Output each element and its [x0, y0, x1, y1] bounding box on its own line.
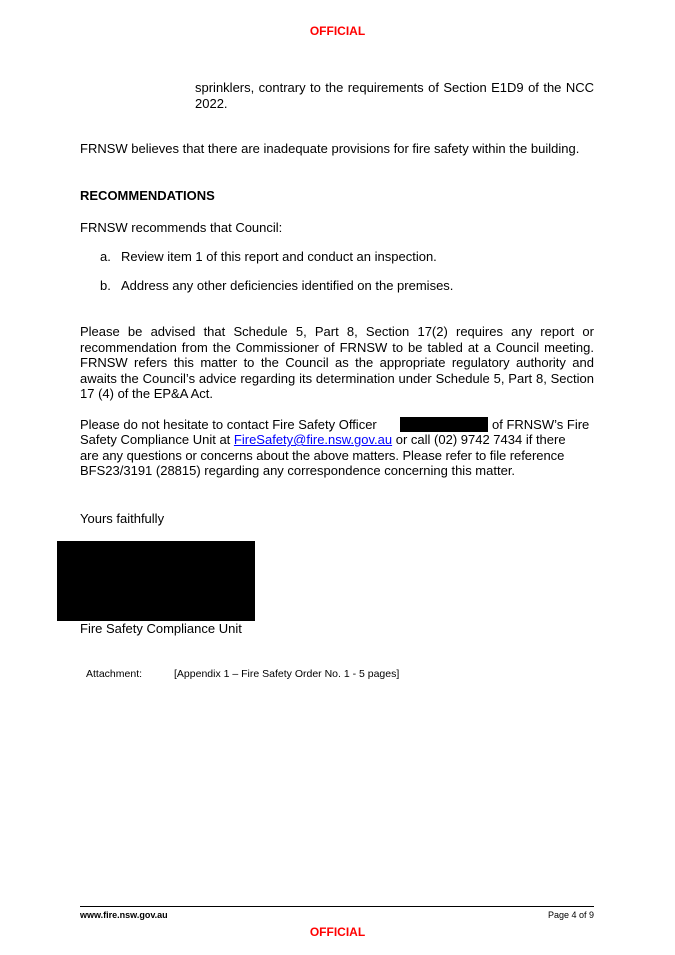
redacted-signature	[57, 541, 255, 621]
contact-line-2-after: or call (02) 9742 7434 if there	[395, 432, 566, 447]
footer-classification: OFFICIAL	[309, 925, 366, 939]
recommendations-intro: FRNSW recommends that Council:	[80, 220, 283, 235]
contact-line-3: are any questions or concerns about the above matters. Please refer to file reference	[80, 448, 565, 463]
contact-line-1-before: Please do not hesitate to contact Fire Safety Officer	[80, 417, 377, 432]
recommendations-heading: RECOMMENDATIONS	[80, 188, 215, 203]
footer-website: www.fire.nsw.gov.au	[80, 910, 168, 920]
header-classification: OFFICIAL	[309, 24, 366, 38]
attachment-value: [Appendix 1 – Fire Safety Order No. 1 - 5 pages]	[174, 668, 400, 680]
contact-line-2-before: Safety Compliance Unit at	[80, 432, 231, 447]
contact-line-2	[80, 432, 594, 448]
continued-item-text: sprinklers, contrary to the requirements of Section E1D9 of the NCC 2022.	[195, 80, 594, 111]
footer-page-number: Page 4 of 9	[547, 910, 594, 920]
recommendation-marker-b: b.	[100, 278, 111, 293]
recommendation-text-b: Address any other deficiencies identified on the premises.	[121, 278, 454, 293]
redacted-officer-name	[400, 417, 488, 432]
belief-paragraph: FRNSW believes that there are inadequate provisions for fire safety within the building.	[80, 141, 580, 156]
contact-line-4: BFS23/3191 (28815) regarding any correspondence concerning this matter.	[80, 463, 516, 478]
recommendation-marker-a: a.	[100, 249, 111, 264]
footer-divider	[80, 906, 594, 907]
recommendation-text-a: Review item 1 of this report and conduct an inspection.	[121, 249, 437, 264]
email-link[interactable]: FireSafety@fire.nsw.gov.au	[233, 432, 393, 447]
attachment-label: Attachment:	[86, 668, 143, 680]
advice-paragraph: Please be advised that Schedule 5, Part 8, Section 17(2) requires any report or recommendation from the Commissioner of FRNSW to be tabled at a Council meeting. FRNSW refers this matter to the Council as the appropriate regulatory authority and awaits the Council’s advice regarding its determination under Schedule 5, Part 8, Section 17 (4) of the EP&A Act.	[80, 324, 594, 401]
closing-salutation: Yours faithfully	[80, 511, 165, 526]
unit-name: Fire Safety Compliance Unit	[80, 621, 242, 636]
contact-line-1-after: of FRNSW’s Fire	[492, 417, 590, 432]
